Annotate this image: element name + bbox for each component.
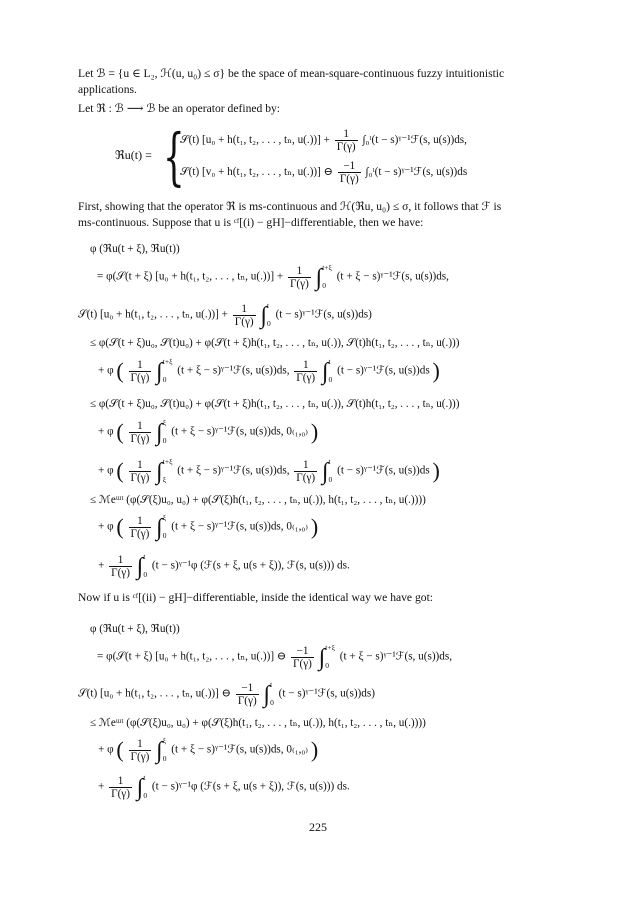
integrand: (t − s)ᵞ⁻¹ℱ(s, u(s))ds (337, 464, 430, 477)
block1-line-3-integrand: (t − s)ᵞ⁻¹ℱ(s, u(s))ds) (275, 308, 372, 321)
integral-sign: ∫ (318, 645, 326, 671)
integral-limits (143, 774, 147, 800)
lower-limit: 0 (162, 375, 167, 384)
big-lparen: ( (116, 358, 124, 383)
block2-line-3 (78, 681, 375, 707)
fraction-denominator: Γ(γ) (339, 173, 359, 185)
integral-limits (163, 358, 173, 384)
integral-limits (163, 737, 167, 763)
page-number: 225 (309, 820, 327, 834)
case-2-text: 𝒮(t) [v₀ + h(t₁, t₂, . . . , tₙ, u(.))] ⊖ (180, 166, 336, 179)
paragraph-space-definition-cont: applications. (78, 83, 137, 96)
block1-line-6: ≤ φ(𝒮(t + ξ)u₀, 𝒮(t)u₀) + φ(𝒮(t + ξ)h(t₁, t₂, . . . , tₙ, u(.)), 𝒮(t)h(t₁, t₂, . . . , tₙ, u(.))) (90, 398, 460, 410)
fraction (294, 459, 317, 484)
fraction-numerator: 1 (233, 303, 256, 316)
fraction-denominator: Γ(γ) (130, 750, 150, 763)
fraction (109, 775, 132, 800)
fraction-numerator: 1 (129, 459, 152, 472)
lower-limit: 0 (143, 570, 148, 579)
integral-sign: ∫ (156, 420, 163, 446)
integral-limits (325, 644, 335, 670)
fraction-denominator: Γ(γ) (293, 657, 312, 670)
big-rparen: ) (432, 358, 440, 383)
fraction (129, 738, 152, 763)
integral-sign: ∫ (156, 459, 163, 485)
block2-line-4: ≤ ℳeᵚᵗ (φ(𝒮(ξ)u₀, u₀) + φ(𝒮(ξ)h(t₁, t₂, . . . , tₙ, u(.)), h(t₁, t₂, . . . , tₙ, u(.)))) (90, 717, 426, 729)
integral-limits (163, 514, 167, 540)
block2-line-1: φ (ℜu(t + ξ), ℜu(t)) (90, 623, 180, 635)
integral-limits (322, 264, 332, 290)
phi-term: + φ (98, 743, 114, 756)
fraction-numerator: −1 (236, 682, 259, 695)
fraction-denominator: Γ(γ) (289, 277, 309, 290)
block2-line-6 (98, 774, 350, 800)
block2-line-3-text: 𝒮(t) [u₀ + h(t₁, t₂, . . . , tₙ, u(.))] ⊖ (78, 687, 234, 700)
integral-sign: ∫ (136, 775, 144, 801)
fraction-numerator: 1 (129, 420, 152, 433)
lower-limit: 0 (162, 436, 167, 445)
block1-line-5 (98, 358, 440, 384)
fraction-denominator: Γ(γ) (111, 787, 130, 800)
integral-sign: ∫ (156, 515, 163, 541)
fraction-numerator: 1 (294, 359, 317, 372)
block1-line-10 (98, 514, 318, 540)
integral-sign: ∫ (136, 554, 144, 580)
upper-limit: t+ξ (162, 357, 173, 366)
block1-line-2-integrand: (t + ξ − s)ᵞ⁻¹ℱ(s, u(s))ds, (336, 270, 449, 283)
upper-limit: t (267, 301, 270, 310)
integral-limits (143, 553, 147, 579)
paragraph-operator-definition: Let ℜ : ℬ ⟶ ℬ be an operator defined by: (78, 102, 281, 115)
block1-line-3 (78, 302, 372, 328)
integrand: (t + ξ − s)ᵞ⁻¹ℱ(s, u(s))ds, (177, 464, 293, 477)
upper-limit: ξ (162, 418, 167, 427)
integral-sign: ∫ (263, 682, 271, 708)
fraction-numerator: 1 (335, 128, 358, 141)
fraction (129, 459, 152, 484)
fraction-numerator: 1 (294, 459, 317, 472)
block2-line-2 (97, 644, 452, 670)
lower-limit: 0 (325, 661, 330, 670)
case-2-integral: ∫₀ᵗ(t − s)ᵞ⁻¹ℱ(s, u(s))ds (365, 166, 468, 179)
paragraph-continuity: First, showing that the operator ℜ is ms-continuous and ℋ(ℜu, u₀) ≤ σ, it follows that ℱ is (78, 200, 502, 213)
fraction-denominator: Γ(γ) (237, 694, 257, 707)
operator-case-1 (180, 128, 467, 153)
integral-limits (329, 458, 333, 484)
paragraph-continuity-cont: ms-continuous. Suppose that u is ᶜᶠ[(i) − gH]−differentiable, then we have: (78, 216, 424, 229)
case-1-integral: ∫₀ᵗ(t − s)ᵞ⁻¹ℱ(s, u(s))ds, (362, 134, 467, 147)
fraction-denominator: Γ(γ) (130, 432, 150, 445)
upper-limit: t+ξ (325, 643, 335, 652)
block1-line-7 (98, 419, 318, 445)
fraction-denominator: Γ(γ) (296, 471, 316, 484)
integral-sign: ∫ (321, 359, 329, 385)
block1-line-2 (97, 264, 449, 290)
big-lparen: ( (116, 419, 124, 444)
integral-limits (270, 681, 274, 707)
case-1-fraction (335, 128, 358, 153)
paragraph-space-definition: Let ℬ = {u ∈ L₂, ℋ(u, u₀) ≤ σ} be the space of mean-square-continuous fuzzy intuitionistic (78, 67, 505, 80)
fraction-denominator: Γ(γ) (296, 371, 316, 384)
operator-case-2 (180, 160, 467, 185)
big-rparen: ) (432, 458, 440, 483)
fraction (233, 303, 256, 328)
fraction-denominator: Γ(γ) (130, 371, 150, 384)
integrand: (t − s)ᵞ⁻¹ℱ(s, u(s))ds (337, 364, 430, 377)
integral-sign: ∫ (156, 359, 163, 385)
integrand: (t + ξ − s)ᵞ⁻¹ℱ(s, u(s))ds, 0₍₁,₀₎ (171, 520, 309, 533)
integral-limits (163, 458, 173, 484)
lower-limit: 0 (162, 531, 167, 540)
integral-sign: ∫ (321, 459, 329, 485)
plus-sign: + (98, 780, 105, 793)
integral-limits (267, 302, 271, 328)
fraction-numerator: 1 (109, 775, 132, 788)
fraction-numerator: 1 (129, 515, 152, 528)
upper-limit: t (143, 552, 146, 561)
fraction (129, 515, 152, 540)
integral-sign: ∫ (156, 738, 163, 764)
integrand: (t − s)ᵞ⁻¹φ (ℱ(s + ξ, u(s + ξ)), ℱ(s, u(s))) ds. (151, 780, 350, 793)
cases-brace: { (163, 120, 185, 193)
block1-line-4: ≤ φ(𝒮(t + ξ)u₀, 𝒮(t)u₀) + φ(𝒮(t + ξ)h(t₁, t₂, . . . , tₙ, u(.)), 𝒮(t)h(t₁, t₂, . . . , tₙ, u(.))) (90, 337, 460, 349)
fraction (109, 554, 132, 579)
phi-term: + φ (98, 464, 114, 477)
fraction (129, 359, 152, 384)
fraction-numerator: 1 (109, 554, 132, 567)
big-rparen: ) (310, 419, 319, 444)
fraction (294, 359, 317, 384)
lower-limit: 0 (328, 375, 333, 384)
block1-line-2-text: = φ(𝒮(t + ξ) [u₀ + h(t₁, t₂, . . . , tₙ, u(.))] + (97, 270, 286, 283)
block2-line-5 (98, 737, 318, 763)
fraction-denominator: Γ(γ) (111, 566, 130, 579)
integrand: (t + ξ − s)ᵞ⁻¹ℱ(s, u(s))ds, 0₍₁,₀₎ (171, 743, 309, 756)
upper-limit: t+ξ (162, 457, 173, 466)
case-2-fraction (338, 160, 361, 185)
case-1-text: 𝒮(t) [u₀ + h(t₁, t₂, . . . , tₙ, u(.))] + (180, 134, 333, 147)
lower-limit: 0 (143, 791, 148, 800)
lower-limit: ξ (162, 475, 167, 484)
fraction (129, 420, 152, 445)
upper-limit: ξ (162, 736, 167, 745)
phi-term: + φ (98, 520, 114, 533)
lower-limit: 0 (328, 475, 333, 484)
block2-line-3-integrand: (t − s)ᵞ⁻¹ℱ(s, u(s))ds) (278, 687, 375, 700)
fraction-denominator: Γ(γ) (130, 527, 150, 540)
paragraph-second-case: Now if u is ᶜᶠ[(ii) − gH]−differentiable, inside the identical way we have got: (78, 591, 434, 604)
block2-line-2-integrand: (t + ξ − s)ᵞ⁻¹ℱ(s, u(s))ds, (339, 650, 453, 663)
fraction-numerator: 1 (129, 359, 152, 372)
upper-limit: t (328, 357, 331, 366)
block1-line-8 (98, 458, 440, 484)
fraction-numerator: 1 (288, 265, 311, 278)
fraction (291, 645, 314, 670)
big-lparen: ( (116, 458, 124, 483)
fraction (288, 265, 311, 290)
lower-limit: 0 (162, 754, 167, 763)
upper-limit: t (328, 457, 331, 466)
big-rparen: ) (310, 737, 319, 762)
integral-sign: ∫ (260, 303, 268, 329)
block1-line-9: ≤ ℳeᵚᵗ (φ(𝒮(ξ)u₀, u₀) + φ(𝒮(ξ)h(t₁, t₂, . . . , tₙ, u(.)), h(t₁, t₂, . . . , tₙ, u(.)))) (90, 494, 426, 506)
fraction-denominator: Γ(γ) (234, 315, 254, 328)
lower-limit: 0 (322, 281, 326, 290)
fraction-numerator: 1 (129, 738, 152, 751)
fraction-denominator: Γ(γ) (336, 141, 356, 153)
big-lparen: ( (116, 514, 124, 539)
big-lparen: ( (116, 737, 124, 762)
integrand: (t + ξ − s)ᵞ⁻¹ℱ(s, u(s))ds, (177, 364, 293, 377)
plus-sign: + (98, 559, 105, 572)
fraction-numerator: −1 (338, 160, 361, 173)
phi-term: + φ (98, 425, 114, 438)
big-rparen: ) (310, 514, 319, 539)
phi-term: + φ (98, 364, 114, 377)
upper-limit: t (143, 773, 146, 782)
integrand: (t − s)ᵞ⁻¹φ (ℱ(s + ξ, u(s + ξ)), ℱ(s, u(s))) ds. (151, 559, 350, 572)
lower-limit: 0 (267, 319, 271, 328)
fraction-numerator: −1 (291, 645, 314, 658)
integral-sign: ∫ (315, 265, 323, 291)
upper-limit: ξ (162, 513, 167, 522)
fraction-denominator: Γ(γ) (130, 471, 150, 484)
upper-limit: t+ξ (322, 263, 332, 272)
block1-line-3-text: 𝒮(t) [u₀ + h(t₁, t₂, . . . , tₙ, u(.))] + (78, 308, 231, 321)
operator-lhs: ℜu(t) = (115, 148, 152, 162)
fraction (236, 682, 259, 707)
integral-limits (163, 419, 167, 445)
block2-line-2-text: = φ(𝒮(t + ξ) [u₀ + h(t₁, t₂, . . . , tₙ, u(.))] ⊖ (97, 650, 290, 663)
lower-limit: 0 (270, 698, 274, 707)
integrand: (t + ξ − s)ᵞ⁻¹ℱ(s, u(s))ds, 0₍₁,₀₎ (171, 425, 309, 438)
block1-line-1: φ (ℜu(t + ξ), ℜu(t)) (90, 243, 180, 255)
block1-line-11 (98, 553, 350, 579)
upper-limit: t (270, 680, 273, 689)
integral-limits (329, 358, 333, 384)
